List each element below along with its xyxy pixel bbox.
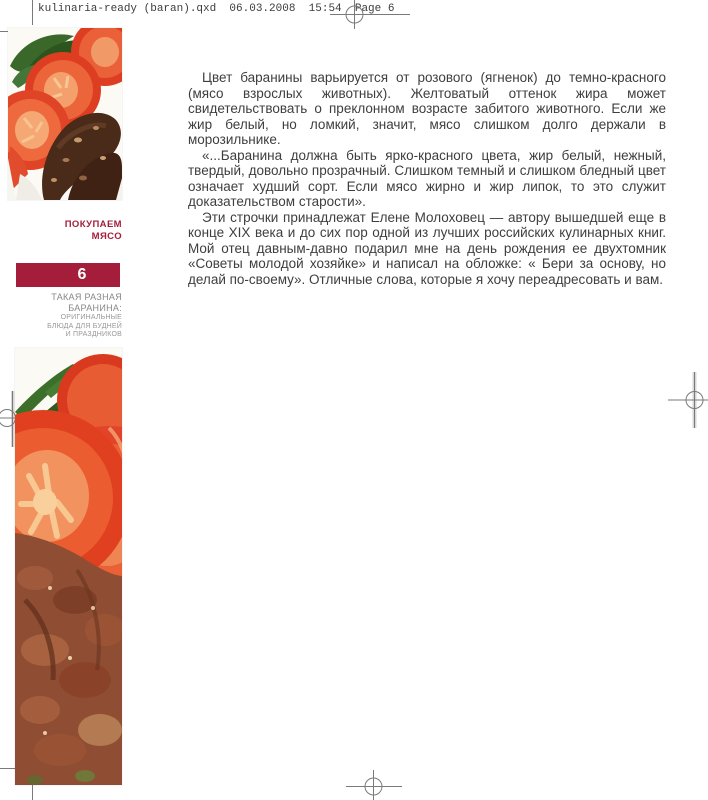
section-label-line2: МЯСО [91,230,122,242]
chapter-subtitle-line3: И ПРАЗДНИКОВ [65,331,122,338]
registration-mark-bottom [346,770,402,800]
crop-mark-top-left [0,0,33,32]
chapter-number-badge: 6 [16,263,120,287]
chapter-subtitle [12,314,122,340]
chapter-subtitle-line1: ОРИГИНАЛЬНЫЕ [60,314,122,321]
chapter-title-line1: ТАКАЯ РАЗНАЯ [51,292,122,302]
section-label [12,219,122,242]
chapter-subtitle-line2: БЛЮДА ДЛЯ БУДНЕЙ [47,322,122,330]
photo-tomato-slices [15,348,122,785]
registration-mark-right [668,372,708,428]
chapter-title-line2: БАРАНИНА: [68,302,122,313]
document-header: kulinaria-ready (baran).qxd 06.03.2008 15:54 Page 6 [38,3,395,15]
body-text [188,70,666,287]
paragraph-2: «...Баранина должна быть ярко-красного цвета, жир белый, нежный, твердый, довольно прозрачный. Слишком темный и слишком бледный цвет означает худший сорт. Если мясо жирно и жир липок, то это служит доказательством старости». [188,147,666,209]
section-label-line1: ПОКУПАЕМ [64,219,122,230]
photo-lamb-kebabs [8,28,122,200]
chapter-title [12,292,122,313]
paragraph-1: Цвет баранины варьируется от розового (ягненок) до темно-красного (мясо взрослых животных). Желтоватый оттенок жира может свидетельствовать о преклонном возрасте забитого животного. Если же жир белый, но ломкий, значит, мясо слишком долго держали в морозильнике. [188,70,666,147]
paragraph-3: Эти строчки принадлежат Елене Молоховец — автору вышедшей еще в конце XIX века и до сих пор одной из лучших российских кулинарных книг. Мой отец давным-давно подарил мне на день рождения ее двухтомник «Советы молодой хозяйке» и написал на обложке: « Бери за основу, но делай по-своему». Отличные слова, которые я хочу переадресовать и вам. [188,209,666,287]
